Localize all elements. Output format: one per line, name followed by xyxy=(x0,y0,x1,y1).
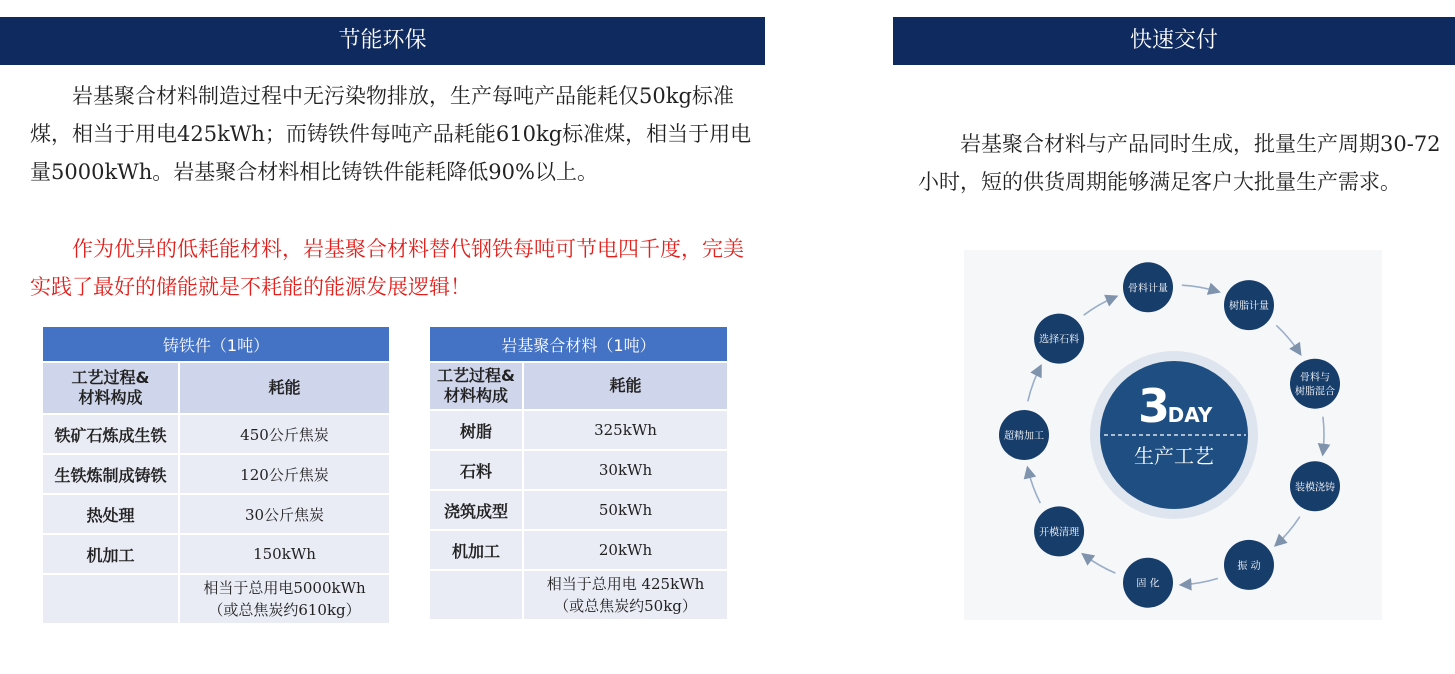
cycle-step-label: 选择石料 xyxy=(1039,334,1080,346)
cycle-step-node xyxy=(1123,558,1173,608)
row-label: 机加工 xyxy=(430,529,524,569)
cycle-step-label: 装模浇铸 xyxy=(1295,482,1335,494)
energy-saving-banner: 节能环保 xyxy=(0,17,765,65)
rock-polymer-table xyxy=(430,325,729,619)
cycle-arrow xyxy=(1182,578,1218,584)
cycle-step-label: 开模清理 xyxy=(1039,527,1080,539)
row-label: 树脂 xyxy=(430,409,524,449)
total-line-1: 相当于总用电 425kWh xyxy=(546,575,705,593)
total-line-1: 相当于总用电5000kWh xyxy=(203,579,366,597)
table-row xyxy=(43,453,391,493)
total-empty-cell xyxy=(430,569,524,619)
cycle-step-node xyxy=(1224,280,1274,330)
total-line-2: （或总焦炭约610kg） xyxy=(208,601,361,619)
table-title-row xyxy=(43,325,391,361)
cycle-arrow xyxy=(1084,297,1116,315)
cycle-step-node xyxy=(999,410,1049,460)
table-total-row xyxy=(43,573,391,623)
table-title: 岩基聚合材料（1吨） xyxy=(430,325,729,361)
header-process: 工艺过程& 材料构成 xyxy=(430,361,524,409)
cycle-arrow xyxy=(1028,469,1041,503)
row-value: 30公斤焦炭 xyxy=(180,493,391,533)
cycle-step-node xyxy=(1123,262,1173,312)
cycle-svg xyxy=(964,250,1382,620)
cycle-step-node xyxy=(1034,506,1084,556)
center-unit: DAY xyxy=(1167,403,1213,427)
cycle-step-node xyxy=(1290,461,1340,511)
row-value: 50kWh xyxy=(524,489,729,529)
energy-paragraph-1: 岩基聚合材料制造过程中无污染物排放，生产每吨产品能耗仅50kg标准煤，相当于用电425kWh；而铸铁件每吨产品耗能610kg标准煤，相当于用电量5000kWh。岩基聚合材料相比铸铁件能耗降低90%以上。 xyxy=(30,84,752,184)
header-process: 工艺过程& 材料构成 xyxy=(43,361,180,413)
cycle-step-node xyxy=(1290,359,1340,409)
delivery-paragraph: 岩基聚合材料与产品同时生成，批量生产周期30-72小时，短的供货周期能够满足客户大批量生产需求。 xyxy=(918,132,1441,194)
cycle-step-node xyxy=(1224,540,1274,590)
table-row xyxy=(43,413,391,453)
header-energy: 耗能 xyxy=(180,361,391,413)
cycle-step-label: 骨料计量 xyxy=(1128,283,1168,295)
table-row xyxy=(43,533,391,573)
cast-iron-table xyxy=(43,325,391,623)
row-value: 30kWh xyxy=(524,449,729,489)
cycle-step-label: 振 动 xyxy=(1237,560,1261,572)
table-title-row xyxy=(430,325,729,361)
process-cycle-diagram xyxy=(964,250,1382,620)
header-energy: 耗能 xyxy=(524,361,729,409)
table-row xyxy=(430,449,729,489)
cycle-step-label: 固 化 xyxy=(1136,578,1160,590)
total-value xyxy=(180,573,391,623)
table-header-row xyxy=(43,361,391,413)
cycle-step-label: 树脂混合 xyxy=(1295,386,1335,398)
center-label: 生产工艺 xyxy=(1134,444,1214,468)
cycle-arrow xyxy=(1276,325,1300,353)
cycle-arrow xyxy=(1323,417,1324,454)
row-label: 石料 xyxy=(430,449,524,489)
row-label: 生铁炼制成铸铁 xyxy=(43,453,180,493)
row-value: 20kWh xyxy=(524,529,729,569)
cycle-step-node xyxy=(1034,314,1084,364)
center-number: 3 xyxy=(1137,379,1171,433)
table-row xyxy=(430,489,729,529)
energy-paragraph-2: 作为优异的低耗能材料，岩基聚合材料替代钢铁每吨可节电四千度，完美实践了最好的储能就是不耗能的能源发展逻辑！ xyxy=(30,237,744,299)
total-value xyxy=(524,569,729,619)
table-row xyxy=(430,529,729,569)
table-row xyxy=(430,409,729,449)
row-label: 铁矿石炼成生铁 xyxy=(43,413,180,453)
total-empty-cell xyxy=(43,573,180,623)
row-value: 325kWh xyxy=(524,409,729,449)
cycle-step-label: 超精加工 xyxy=(1004,431,1044,442)
table-total-row xyxy=(430,569,729,619)
cycle-arrow xyxy=(1028,367,1041,401)
row-label: 浇筑成型 xyxy=(430,489,524,529)
row-value: 150kWh xyxy=(180,533,391,573)
cycle-arrow xyxy=(1182,285,1218,291)
row-value: 450公斤焦炭 xyxy=(180,413,391,453)
row-label: 热处理 xyxy=(43,493,180,533)
total-line-2: （或总焦炭约50kg） xyxy=(554,597,697,615)
table-header-row xyxy=(430,361,729,409)
fast-delivery-banner: 快速交付 xyxy=(893,17,1455,65)
cycle-step-label: 骨料与 xyxy=(1300,372,1330,384)
cycle-arrow xyxy=(1084,555,1116,573)
row-label: 机加工 xyxy=(43,533,180,573)
row-value: 120公斤焦炭 xyxy=(180,453,391,493)
cycle-step-label: 树脂计量 xyxy=(1229,301,1269,313)
cycle-arrow xyxy=(1276,517,1300,545)
table-title: 铸铁件（1吨） xyxy=(43,325,391,361)
table-row xyxy=(43,493,391,533)
